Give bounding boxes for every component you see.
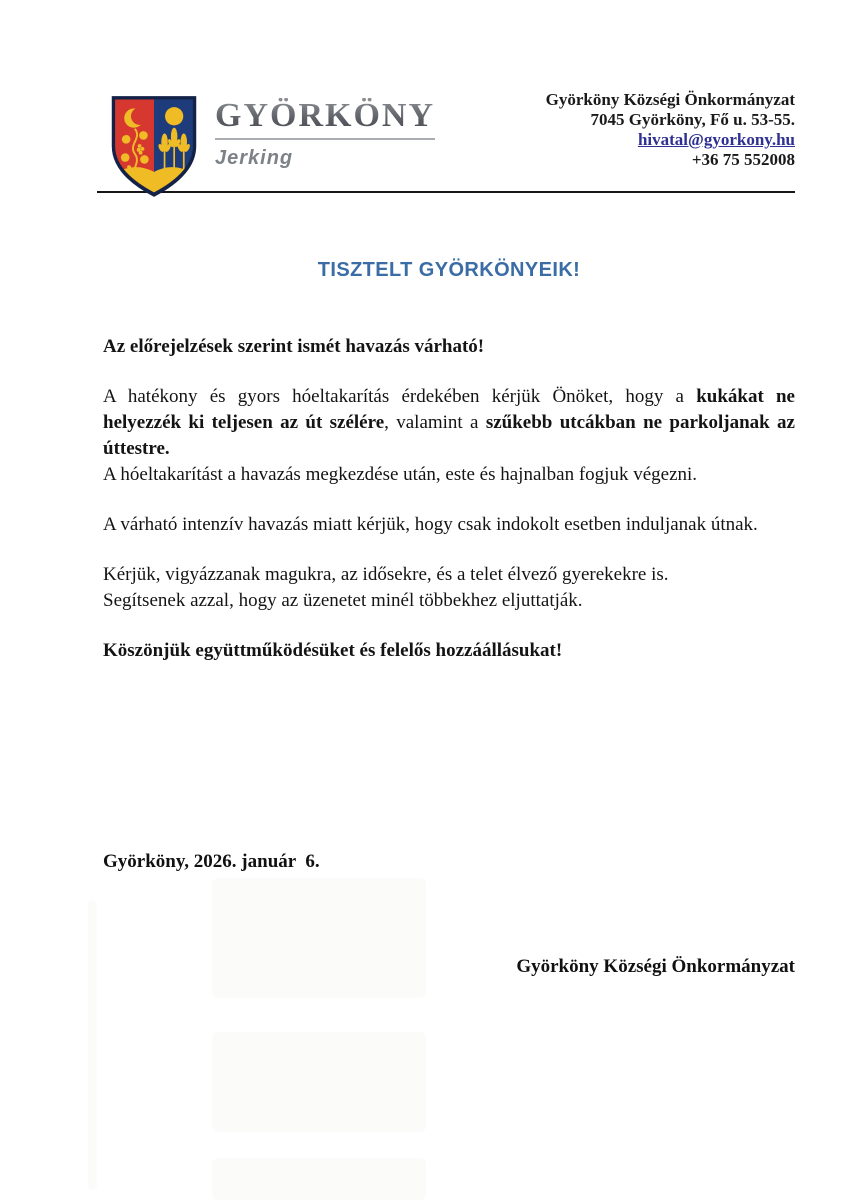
contact-address: 7045 Györköny, Fő u. 53-55. (590, 110, 795, 129)
signature: Györköny Községi Önkormányzat (516, 956, 795, 977)
faint-watermark (212, 1158, 426, 1200)
logo-block (215, 98, 435, 170)
letter-heading: TISZTELT GYÖRKÖNYEIK! (317, 259, 581, 281)
faint-watermark (88, 900, 97, 1190)
logo-title: GYÖRKÖNY (215, 98, 435, 140)
paragraph: A hóeltakarítást a havazás megkezdése után, este és hajnalban fogjuk végezni. (103, 464, 698, 485)
contact-name: Györköny Községi Önkormányzat (545, 90, 795, 109)
letter-body (103, 334, 795, 664)
gyorkony-coat-of-arms-icon (106, 92, 202, 200)
paragraph: Köszönjük együttműködésüket és felelős hozzáállásukat! (103, 640, 563, 661)
paragraph: Kérjük, vigyázzanak magukra, az idősekre, és a telet élvező gyerekekre is. (103, 564, 669, 585)
contact-phone: +36 75 552008 (691, 150, 795, 169)
logo-subtitle: Jerking (215, 147, 294, 169)
paragraph: Segítsenek azzal, hogy az üzenetet minél többekhez eljuttatják. (103, 590, 583, 611)
paragraph: A várható intenzív havazás miatt kérjük, hogy csak indokolt esetben induljanak útnak. (103, 514, 758, 535)
date-line: Györköny, 2026. január 6. (103, 851, 320, 872)
email-link[interactable]: hivatal@gyorkony.hu (637, 130, 795, 149)
paragraph: A hatékony és gyors hóeltakarítás érdekében kérjük Önöket, hogy a kukákat ne helyezzék ki teljesen az út szélére, valamint a szűkebb utcákban ne parkoljanak az úttestre. (103, 386, 795, 459)
faint-watermark (212, 1032, 426, 1132)
paragraph: Az előrejelzések szerint ismét havazás várható! (103, 336, 485, 357)
contact-block (546, 90, 795, 170)
faint-watermark (212, 878, 426, 998)
